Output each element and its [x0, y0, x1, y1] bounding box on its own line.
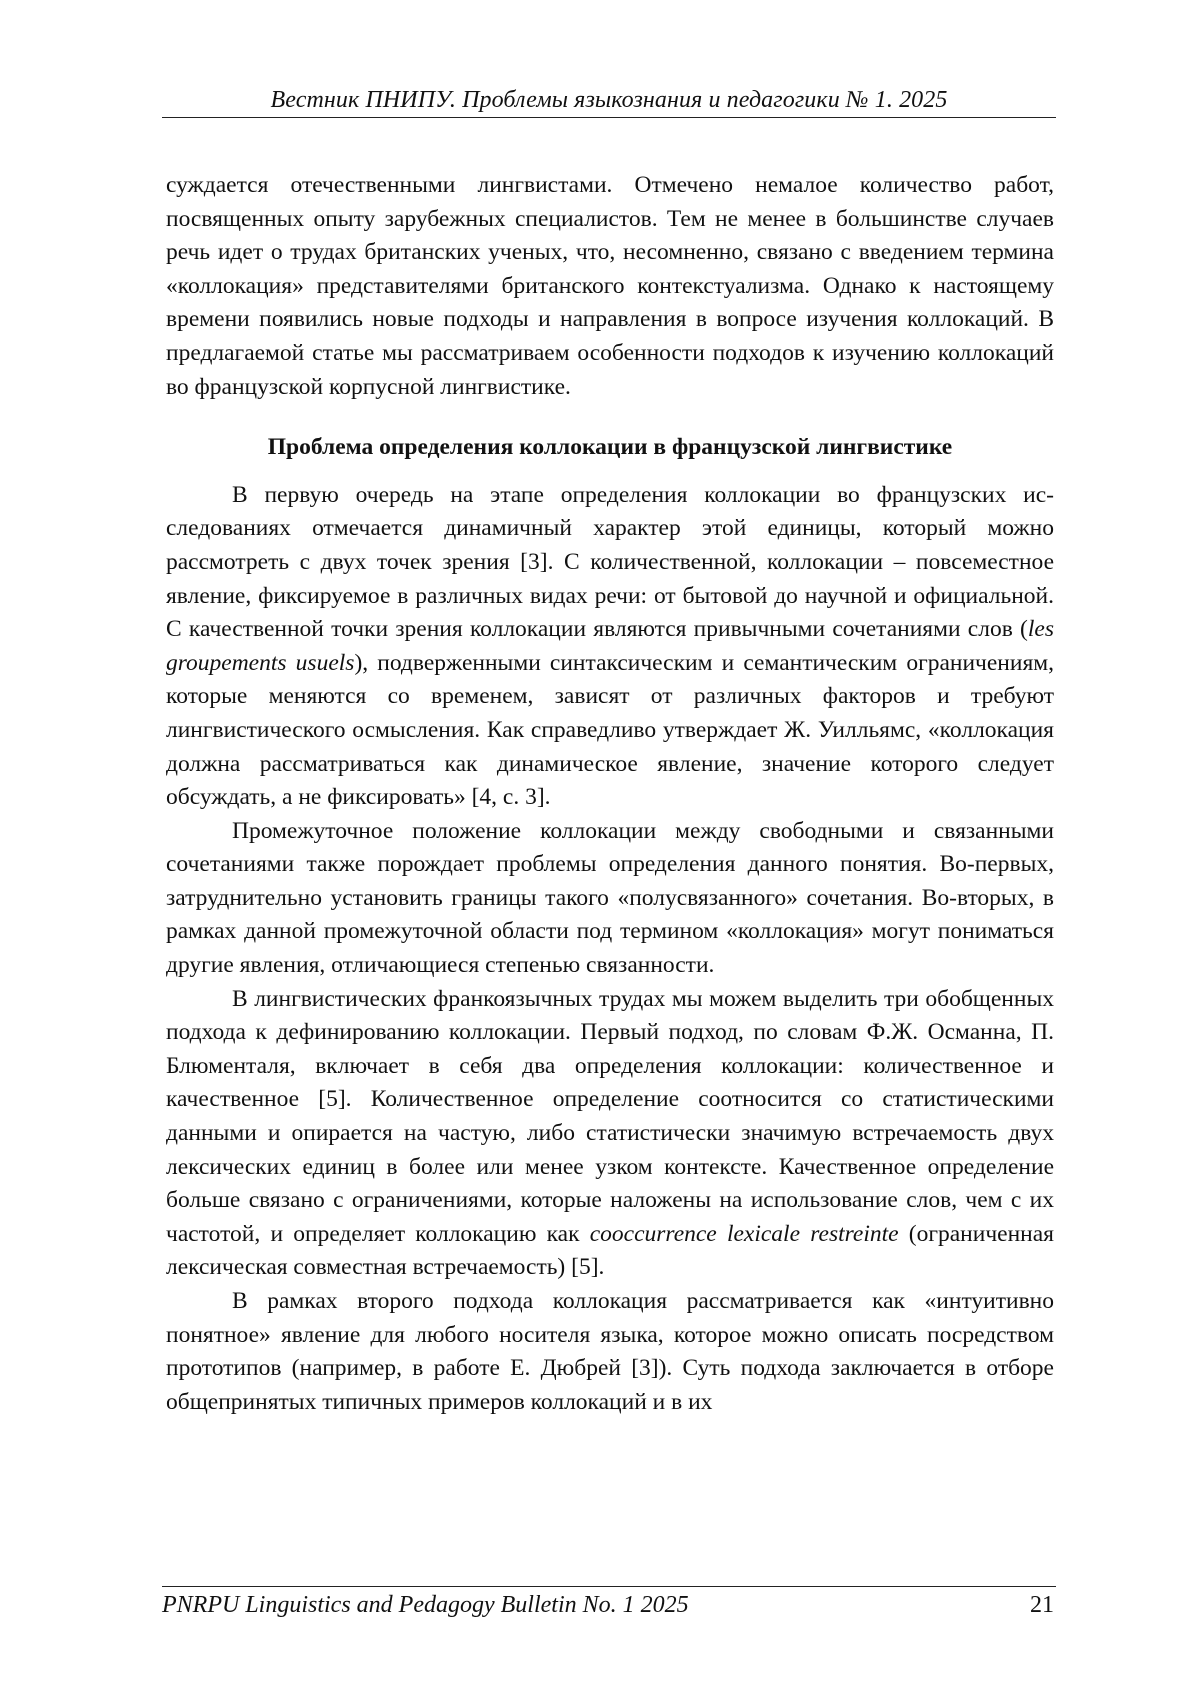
paragraph-dynamic-character [166, 479, 1054, 815]
section-heading: Проблема определения коллокации в французской лингвистике [267, 434, 953, 461]
article-body [166, 169, 1054, 1419]
footer-journal-title: PNRPU Linguistics and Pedagogy Bulletin No. 1 2025 [162, 1592, 689, 1618]
page-number: 21 [1030, 1592, 1054, 1618]
paragraph-second-approach: В рамках второго подхода коллокация рассматривается как «интуитивно понятное» явление для любого носителя языка, которое можно описать посредством прототипов (например, в работе Е. Дюбрей [3]). Суть подхода заключается в отборе общепринятых типичных примеров коллокаций и в их [166, 1288, 1054, 1415]
paragraph-text: В лингвистических франкоязычных трудах мы можем выделить три обобщенных подхода к дефинированию коллокации. Первый подход, по словам Ф.Ж. Османна, П. Блюменталя, включает в себя два определения коллокации: количественное и качественное [5]. Количественное определение соотносится со статистическими данными и опирается на частую, либо статистически значимую встречаемость двух лексических единиц в более или менее узком контексте. Качественное определение больше связано с ограничениями, которые наложены на использование слов, чем с их частотой, и определяет коллокацию как [166, 985, 1054, 1247]
paragraph-text: В первую очередь на этапе определения коллокации во французских исследованиях отмечается динамичный характер этой единицы, который можно рассмотреть с двух точек зрения [3]. С количественной, коллокации – повсеместное явление, фиксируемое в различных видах речи: от бытовой до научной и официальной. С качественной точки зрения коллокации являются привычными сочетаниями слов ( [166, 481, 1054, 643]
french-term: cooccurrence lexicale restreinte [589, 1220, 899, 1247]
paragraph-intermediate-position: Промежуточное положение коллокации между свободными и связанными сочетаниями также порождает проблемы определения данного понятия. Во-первых, затруднительно установить границы такого «полусвязанного» сочетания. Во-вторых, в рамках данной промежуточной области под термином «коллокация» могут пониматься другие явления, отличающиеся степенью связанности. [166, 817, 1054, 979]
paragraph-intro-continuation: суждается отечественными лингвистами. Отмечено немалое количество работ, посвященных опыту зарубежных специалистов. Тем не менее в большинстве случаев речь идет о трудах британских ученых, что, несомненно, связано с введением термина «коллокация» представителями британского контекстуализма. Однако к настоящему времени появились новые подходы и направления в вопросе изучения коллокаций. В предлагаемой статье мы рассматриваем особенности подходов к изучению коллокаций во французской корпусной лингвистике. [166, 172, 1054, 400]
footer-rule [162, 1586, 1056, 1587]
french-term: les groupements usuels [166, 616, 1054, 676]
header-rule [162, 117, 1056, 118]
running-header: Вестник ПНИПУ. Проблемы языкознания и педагогики № 1. 2025 [270, 87, 948, 113]
paragraph-three-approaches [166, 983, 1054, 1285]
paragraph-text: (ограниченная лексическая совместная встречаемость) [5]. [166, 1220, 1054, 1281]
paragraph-text: ), подверженными синтаксическим и семантическим ограничениям, которые меняются со временем, зависят от различных факторов и требуют лингвистического осмысления. Как справедливо утверждает Ж. Уилльямс, «коллокация должна рассматриваться как динамическое явление, значение которого следует обсуждать, а не фиксировать» [4, с. 3]. [166, 649, 1055, 811]
